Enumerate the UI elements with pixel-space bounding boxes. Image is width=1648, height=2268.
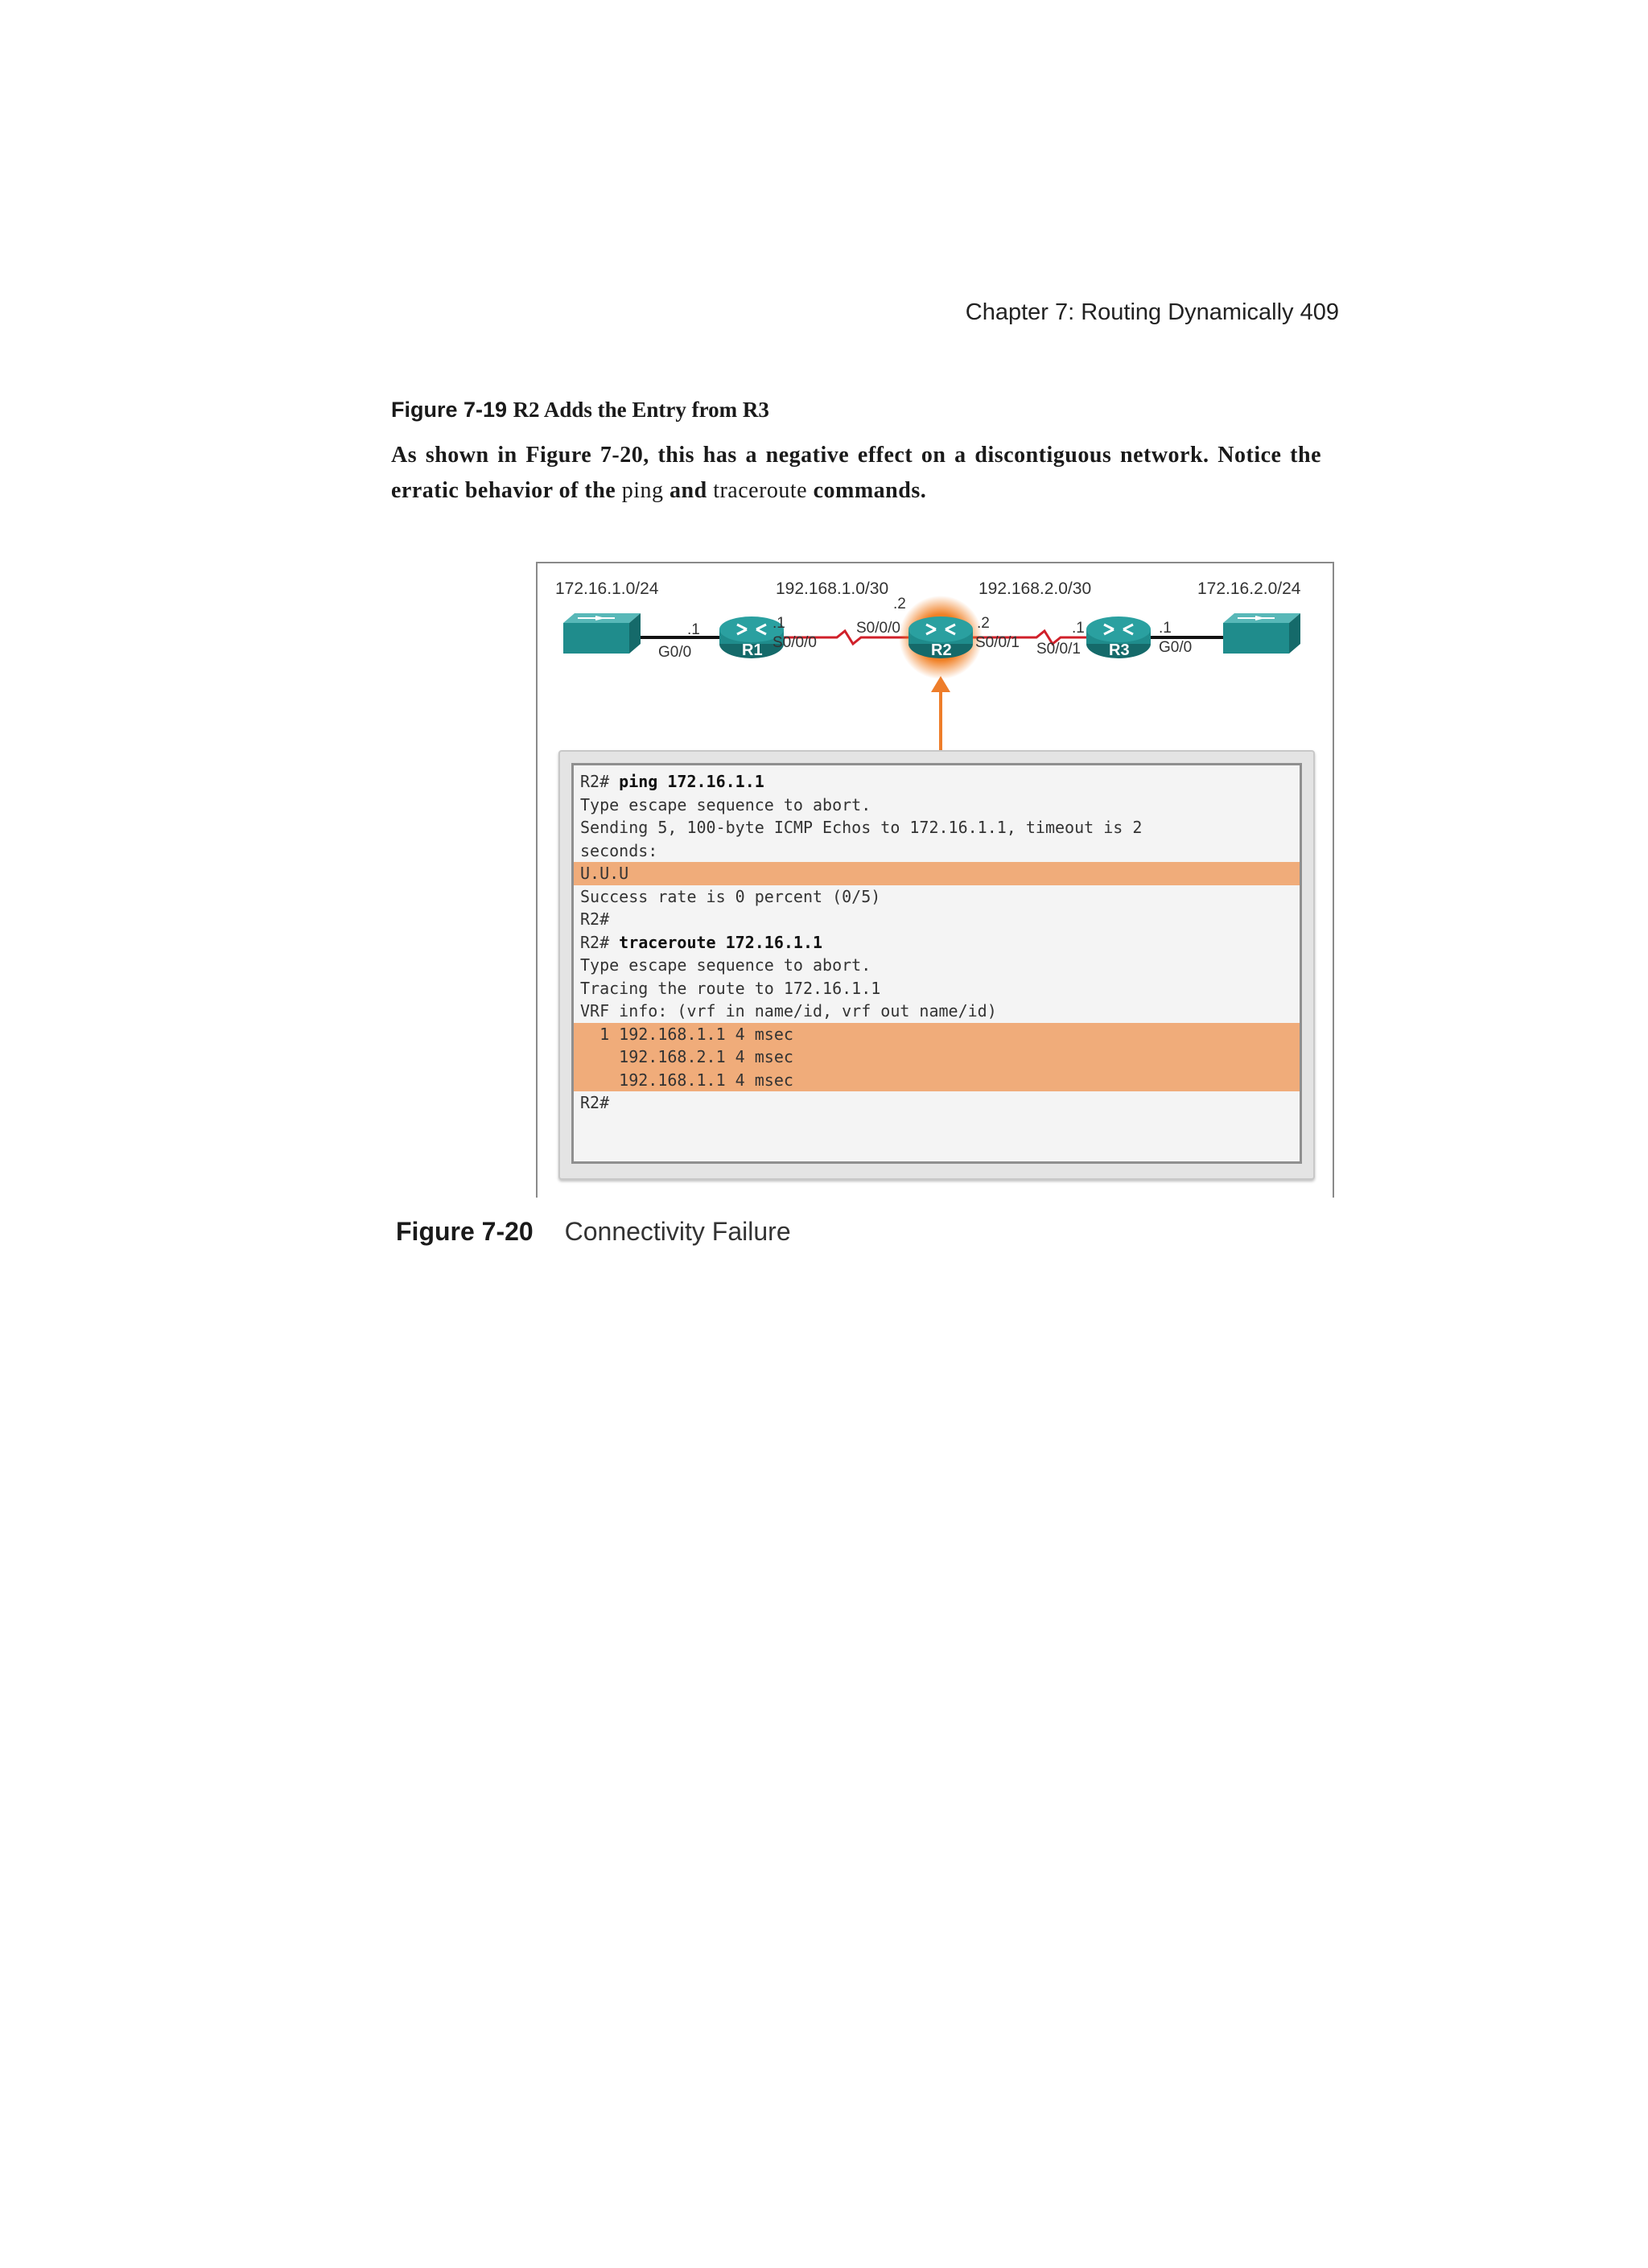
- figure-title: R2 Adds the Entry from R3: [513, 398, 769, 422]
- host-label: .1: [1072, 620, 1085, 637]
- terminal-line: Sending 5, 100-byte ICMP Echos to 172.16.1.1, timeout is 2: [580, 818, 1143, 837]
- terminal-line-highlighted: 192.168.1.1 4 msec: [574, 1069, 1300, 1092]
- router-label: R1: [742, 641, 763, 659]
- host-label: .1: [687, 621, 700, 638]
- terminal-line: [574, 770, 1300, 794]
- ping-command: ping: [621, 478, 664, 503]
- terminal-line: VRF info: (vrf in name/id, vrf out name/id): [580, 1001, 997, 1021]
- terminal-line-highlighted: 192.168.2.1 4 msec: [574, 1045, 1300, 1069]
- router-label: R2: [931, 641, 952, 659]
- figure-7-20-caption: [396, 1217, 791, 1247]
- terminal-output: [571, 763, 1302, 1164]
- body-paragraph: [391, 438, 1321, 509]
- terminal-prompt: R2#: [580, 772, 620, 791]
- terminal-line-highlighted: U.U.U: [574, 862, 1300, 885]
- traceroute-command: traceroute: [713, 478, 808, 503]
- figure-title: Connectivity Failure: [564, 1217, 791, 1246]
- terminal-command: ping 172.16.1.1: [619, 772, 764, 791]
- terminal-line: R2#: [580, 1093, 610, 1112]
- terminal-window: [558, 750, 1315, 1180]
- network-label: 192.168.1.0/30: [776, 579, 889, 598]
- terminal-command: traceroute 172.16.1.1: [619, 932, 823, 952]
- figure-7-19-caption: [391, 398, 769, 423]
- interface-label: S0/0/0: [772, 634, 817, 651]
- network-topology: [538, 563, 1333, 781]
- interface-label: G0/0: [658, 644, 692, 661]
- terminal-prompt: R2#: [580, 932, 620, 952]
- figure-7-20: [536, 562, 1334, 1198]
- switch-right-icon: [1223, 613, 1300, 654]
- terminal-line: Success rate is 0 percent (0/5): [580, 886, 881, 906]
- switch-left-icon: [563, 613, 641, 654]
- network-label: 192.168.2.0/30: [978, 579, 1092, 598]
- interface-label: G0/0: [1159, 639, 1193, 656]
- paragraph-text: commands.: [807, 478, 927, 503]
- running-header: Chapter 7: Routing Dynamically 409: [965, 299, 1339, 325]
- pointer-arrow: [931, 676, 950, 750]
- terminal-line: seconds:: [580, 840, 658, 860]
- router-label: R3: [1109, 641, 1130, 659]
- host-label: .2: [893, 596, 906, 612]
- terminal-line: R2#: [580, 909, 610, 929]
- network-label: 172.16.1.0/24: [555, 579, 659, 598]
- terminal-line: Type escape sequence to abort.: [580, 794, 871, 814]
- host-label: .1: [772, 615, 785, 632]
- interface-label: S0/0/1: [975, 634, 1020, 651]
- paragraph-text: and: [663, 478, 714, 503]
- figure-label: Figure 7-20: [396, 1217, 534, 1246]
- terminal-line: Type escape sequence to abort.: [580, 955, 871, 975]
- terminal-line: [574, 931, 1300, 955]
- terminal-line: Tracing the route to 172.16.1.1: [580, 978, 881, 998]
- paragraph-text: As shown in Figure 7-20, this has a negative effect on a discontiguous network. Notice the erratic behavior of the: [391, 443, 1321, 503]
- network-label: 172.16.2.0/24: [1197, 579, 1301, 598]
- figure-label: Figure 7-19: [391, 398, 508, 422]
- terminal-line-highlighted: 1 192.168.1.1 4 msec: [574, 1023, 1300, 1046]
- host-label: .1: [1159, 620, 1172, 637]
- host-label: .2: [977, 615, 990, 632]
- interface-label: S0/0/1: [1036, 641, 1081, 658]
- interface-label: S0/0/0: [856, 620, 900, 637]
